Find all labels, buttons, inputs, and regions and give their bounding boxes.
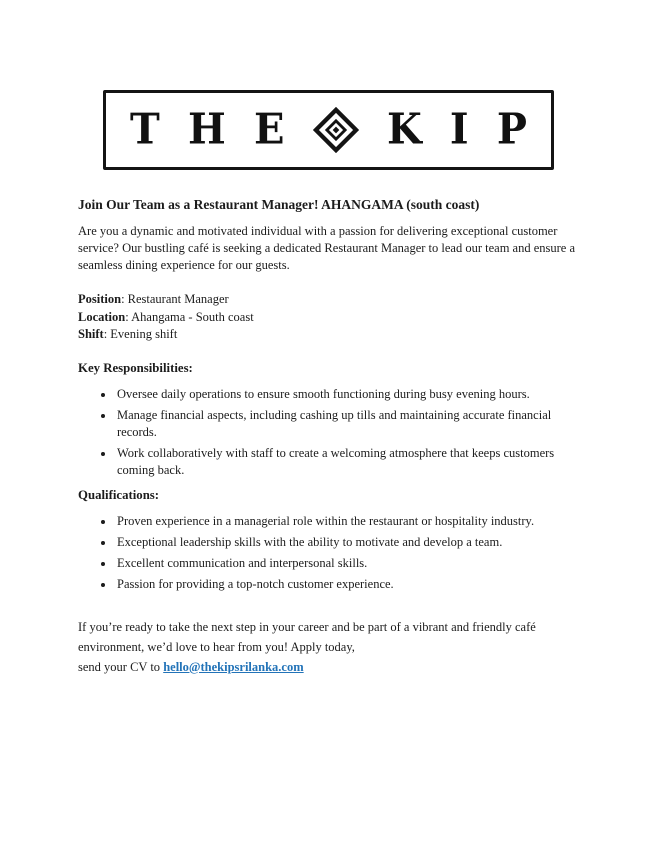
logo-letter-k: K [386,104,422,155]
responsibilities-list [78,386,583,479]
detail-shift [78,326,578,344]
job-details-block [78,291,578,344]
diamond-icon [313,107,359,153]
job-title-heading: Join Our Team as a Restaurant Manager! AHANGAMA (south coast) [78,197,480,212]
closing-line2-prefix: send your CV to [78,659,164,674]
list-item: • Exceptional leadership skills with the ability to motivate and develop a team. [115,534,583,551]
detail-position-label: Position [78,292,122,306]
list-item: • Oversee daily operations to ensure smooth functioning during busy evening hours. [115,386,583,403]
logo-letter-h: H [187,104,226,155]
list-item: • Work collaboratively with staff to create a welcoming atmosphere that keeps customers coming back. [115,445,583,479]
qualifications-heading: Qualifications: [78,487,160,502]
detail-shift-label: Shift [78,327,104,341]
list-item: • Manage financial aspects, including cashing up tills and maintaining accurate financial records. [115,407,583,441]
list-item: • Passion for providing a top-notch customer experience. [115,576,583,593]
responsibilities-heading: Key Responsibilities: [78,360,193,375]
list-item: • Excellent communication and interpersonal skills. [115,555,583,572]
intro-paragraph: Are you a dynamic and motivated individual with a passion for delivering exceptional customer service? Our bustling café is seeking a dedicated Restaurant Manager to lead our team and ensure a seamless dining experience for our guests. [78,224,576,272]
list-item: • Proven experience in a managerial role within the restaurant or hospitality industry. [115,513,583,530]
logo-letter-i: I [449,104,469,155]
closing-paragraph [78,617,583,677]
email-link[interactable]: hello@thekipsrilanka.com [163,659,304,674]
detail-location-value: : Ahangama - South coast [125,309,254,324]
closing-line2 [78,657,583,677]
qualifications-list [78,513,583,593]
detail-location [78,309,578,327]
logo-letter-e: E [254,104,285,155]
detail-location-label: Location [78,309,126,324]
detail-position-value: : Restaurant Manager [121,292,229,306]
detail-shift-value: : Evening shift [103,327,178,341]
closing-line1: If you’re ready to take the next step in your career and be part of a vibrant and friendly café environment, we’d love to hear from you! Apply today, [78,619,536,654]
logo-letter-t: T [130,104,160,155]
kip-logo [103,90,554,170]
logo-letter-p: P [496,104,527,155]
detail-position [78,291,578,309]
